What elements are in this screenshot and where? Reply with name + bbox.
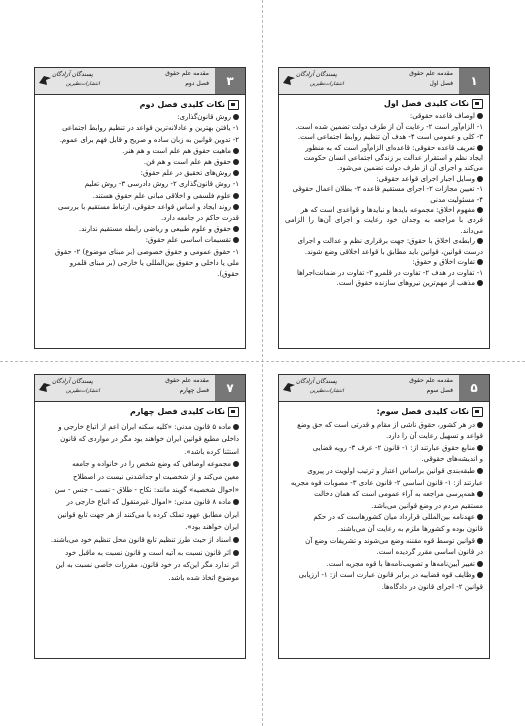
text-line: معین می‌کند و از شخصیت او جداشدنی نیست در اصطلاح (72, 472, 239, 481)
text-line: ماده ۸ قانون مدنی: «اموال غیرمنقول که اتباع خارجی در (41, 496, 239, 509)
horizontal-cut-line (0, 361, 525, 362)
text-line: ۱- حقوق عمومی و حقوق خصوصی (بر مبنای موضوع) ۲- حقوق (54, 247, 239, 256)
bullet-icon (477, 207, 483, 213)
bullet-icon (477, 445, 483, 451)
bullet-icon (477, 176, 483, 182)
text-line: وظایف قوه قضاییه در برابر قانون عبارت است از: ۱- ارزیابی (285, 570, 483, 582)
text-line: و اندیشه‌های حقوقی. (421, 455, 483, 464)
logo-line-1: پسندگان آزادگان (296, 378, 337, 385)
bullet-icon (477, 259, 483, 265)
bullet-icon (477, 491, 483, 497)
text-line: همه‌پرسی مراجعه به آراء عمومی است که همان دخالت (285, 489, 483, 501)
bullet-icon (233, 461, 239, 467)
card-title-row (285, 406, 483, 418)
text-line: حقوق). (217, 270, 239, 279)
text-line: ملی یا داخلی و حقوق بین‌المللی یا خارجی (بر مبنای قلمرو (69, 258, 239, 267)
chapter-label: فصل سوم (426, 387, 453, 394)
card-body (279, 95, 489, 292)
card-header-text (139, 69, 209, 89)
text-line: ۱- تعیین مجازات ۲- اجرای مستقیم قاعده ۳- بطلان اعمال حقوقی (292, 185, 483, 194)
key-points-icon (472, 99, 483, 109)
text-line: اوصاف قاعده حقوقی: (285, 111, 483, 121)
text-line: موضوع اتخاذ شده باشد. (168, 573, 239, 582)
text-line: مجموعه اوصافی که وضع شخص را در خانواده و جامعه (41, 458, 239, 471)
text-line: عبارتند از: ۱- قانون اساسی ۲- قانون عادی ۳- مصوبات قوه مجریه (290, 478, 483, 487)
logo-line-1: پسندگان آزادگان (52, 378, 93, 385)
card-number: ۱ (459, 68, 489, 94)
text-line: استثنا کرده باشد». (184, 447, 239, 456)
text-line: ماهیت حقوق هم علم است و هم هنر. (41, 146, 239, 157)
logo-line-2: انتشارات‌نظیرین (310, 388, 344, 394)
logo-line-2: انتشارات‌نظیرین (66, 388, 100, 394)
card-body (35, 402, 245, 588)
text-line: ۴- مسئولیت مدنی (430, 195, 483, 204)
bullet-icon (233, 204, 239, 210)
text-line: اسناد از حیث طرز تنظیم تابع قانون محل تنظیم خود می‌باشند. (41, 534, 239, 547)
text-line: قدرت حاکم در جامعه دارد. (161, 214, 239, 223)
logo-line-2: انتشارات‌نظیرین (66, 81, 100, 87)
text-line: طبقه‌بندی قوانین براساس اعتبار و ترتیب اولویت در پیروی (285, 466, 483, 478)
logo-line-1: پسندگان آزادگان (52, 71, 93, 78)
card-title: نکات کلیدی فصل سوم: (376, 407, 469, 416)
card-title: نکات کلیدی فصل دوم (139, 100, 225, 109)
text-line: تقسیمات اساسی علم حقوق: (41, 235, 239, 246)
text-line: مستقیم مردم در وضع قوانین می‌باشد. (371, 501, 483, 510)
course-title: مقدمه علم حقوق (409, 70, 453, 77)
text-line: حقوق و علوم طبیعی و ریاضی رابطه مستقیم ندارند. (41, 224, 239, 235)
text-line: داخلی مطیع قوانین ایران خواهند بود مگر در مواردی که قانون (60, 435, 239, 444)
card-body (279, 402, 489, 598)
text-line: وسایل اجبار اجرای قواعد حقوقی: (285, 174, 483, 184)
text-line: منابع حقوق عبارتند از: ۱- قانون ۲- عرف ۳- رویه قضایی (285, 443, 483, 455)
card-number: ۵ (459, 375, 489, 401)
bullet-icon (233, 237, 239, 243)
publisher-logo (282, 377, 377, 399)
text-line: ماده ۵ قانون مدنی: «کلیه سکنه ایران اعم از اتباع خارجی و (41, 421, 239, 434)
bullet-icon (477, 561, 483, 567)
course-title: مقدمه علم حقوق (409, 377, 453, 384)
vertical-cut-line (262, 0, 263, 726)
publisher-logo (38, 70, 133, 92)
bullet-icon (233, 193, 239, 199)
card-header (35, 68, 245, 95)
bullet-icon (477, 468, 483, 474)
card-number: ۳ (215, 68, 245, 94)
text-line: ایران خواهند بود». (185, 523, 239, 532)
text-line: عهدنامه بین‌المللی قرارداد میان کشورهاست که در حکم (285, 512, 483, 524)
text-line: فردی با مراجعه به وجدان خود رعایت و اجرای آن‌ها را الزامی می‌داند. (285, 216, 483, 235)
bird-icon (282, 73, 296, 87)
card-body (35, 95, 245, 284)
text-line: درست قوانین، قوانین باید مطابق با قواعد اخلاقی وضع شوند. (304, 247, 483, 256)
text-line: ایران مطابق عهود تملک کرده یا می‌کنند از هر جهت تابع قوانین (57, 510, 239, 519)
bullet-icon (477, 280, 483, 286)
text-line: می‌کند و اجرای آن از طرف دولت تضمین می‌شود. (337, 164, 483, 173)
text-line: ۲- تدوین قوانین به زبان ساده و صریح و قابل فهم برای عموم. (59, 135, 239, 144)
card-header (279, 375, 489, 402)
text-line: قوانین توسط قوه مقننه وضع می‌شوند و تشریفات وضع آن (285, 536, 483, 548)
text-line: ۱- یافتن بهترین و عادلانه‌ترین قواعد در تنظیم روابط اجتماعی (62, 124, 239, 133)
card-title: نکات کلیدی فصل چهارم (130, 407, 225, 416)
bullet-icon (477, 145, 483, 151)
card-chapter-3 (278, 374, 490, 659)
bullet-icon (477, 514, 483, 520)
card-title: نکات کلیدی فصل اول (383, 99, 469, 108)
text-line: علوم فلسفی و اخلاقی مبانی علم حقوق هستند. (41, 191, 239, 202)
text-line: ایجاد نظم و استقرار عدالت بر زندگی اجتماعی انسان حکومت (303, 154, 483, 163)
text-line: مذهب از مهم‌ترین نیروهای سازنده حقوق است. (285, 278, 483, 288)
text-line: قواعد و تسهیل رعایت آن را دارد. (385, 432, 483, 441)
card-number: ۷ (215, 375, 245, 401)
bird-icon (38, 380, 52, 394)
card-header (35, 375, 245, 402)
bullet-icon (477, 113, 483, 119)
bullet-icon (233, 170, 239, 176)
card-title-row (41, 406, 239, 419)
text-line: تفاوت اخلاق و حقوق: (285, 257, 483, 267)
course-title: مقدمه علم حقوق (165, 377, 209, 384)
bullet-icon (477, 422, 483, 428)
bird-icon (282, 380, 296, 394)
card-header-text (383, 69, 453, 89)
bullet-icon (233, 148, 239, 154)
key-points-icon (228, 100, 239, 110)
bird-icon (38, 73, 52, 87)
text-line: روش قانون‌گذاری: (41, 112, 239, 123)
bullet-icon (477, 538, 483, 544)
logo-line-1: پسندگان آزادگان (296, 71, 337, 78)
text-line: قانون بوده و کشورها ملزم به رعایت آن می‌باشند. (337, 524, 483, 533)
text-line: روند ایجاد و اساس قواعد حقوقی، ارتباط مستقیم با بررسی (41, 202, 239, 213)
bullet-icon (233, 550, 239, 556)
text-line: ۱- تفاوت در هدف ۲- تفاوت در قلمرو ۳- تفاوت در ضمانت‌اجراها (296, 268, 483, 277)
text-line: اثر قانون نسبت به آتیه است و قانون نسبت به ماقبل خود (41, 547, 239, 560)
card-title-row (285, 99, 483, 109)
bullet-icon (477, 238, 483, 244)
bullet-icon (233, 226, 239, 232)
text-line: در هر کشور، حقوق ناشی از مقام و قدرتی است که حق وضع (285, 420, 483, 432)
text-line: قوانین ۲- اجرای قانون در دادگاه‌ها. (381, 582, 483, 591)
text-line: حقوق هم علم است و هم فن. (41, 157, 239, 168)
course-title: مقدمه علم حقوق (165, 70, 209, 77)
bullet-icon (477, 572, 483, 578)
text-line: ۳- کلی و عمومی است ۴- هدف آن تنظیم روابط اجتماعی است. (297, 133, 483, 142)
bullet-icon (233, 159, 239, 165)
card-title-row (41, 99, 239, 110)
publisher-logo (282, 70, 377, 92)
chapter-label: فصل دوم (185, 80, 209, 87)
bullet-icon (233, 114, 239, 120)
publisher-logo (38, 377, 133, 399)
card-header-text (139, 376, 209, 396)
bullet-icon (233, 537, 239, 543)
text-line: «احوال شخصیه» گویند مانند: نکاح - طلاق - نسب - جنس - سن (54, 485, 239, 494)
text-line: در قانون اساسی مقرر گردیده است. (376, 548, 483, 557)
chapter-label: فصل اول (429, 80, 453, 87)
card-header (279, 68, 489, 95)
text-line: تغییر آیین‌نامه‌ها و تصویب‌نامه‌ها با قوه مجریه است. (285, 559, 483, 571)
bullet-icon (233, 499, 239, 505)
text-line: اثر ندارد مگر این‌که در خود قانون، مقررات خاصی نسبت به این (55, 561, 239, 570)
key-points-icon (472, 407, 483, 417)
text-line: تعریف قاعده حقوقی: قاعده‌ای الزام‌آور است که به منظور (285, 143, 483, 153)
text-line: ۱- روش قانون‌گذاری ۲- روش دادرسی ۳- روش تعلیم (84, 180, 239, 189)
card-chapter-2 (34, 67, 246, 349)
key-points-icon (228, 407, 239, 417)
text-line: رابطه‌ی اخلاق با حقوق: جهت برقراری نظم و عدالت و اجرای (285, 236, 483, 246)
text-line: ۱- الزام‌آور است ۲- رعایت آن از طرف دولت تضمین شده است. (295, 122, 483, 131)
text-line: مفهوم اخلاق: مجموعه بایدها و نبایدها و قواعدی است که هر (285, 205, 483, 215)
card-chapter-4 (34, 374, 246, 659)
card-header-text (383, 376, 453, 396)
chapter-label: فصل چهارم (179, 387, 209, 394)
text-line: روش‌های تحقیق در علم حقوق: (41, 168, 239, 179)
logo-line-2: انتشارات‌نظیرین (310, 81, 344, 87)
bullet-icon (233, 424, 239, 430)
card-chapter-1 (278, 67, 490, 349)
